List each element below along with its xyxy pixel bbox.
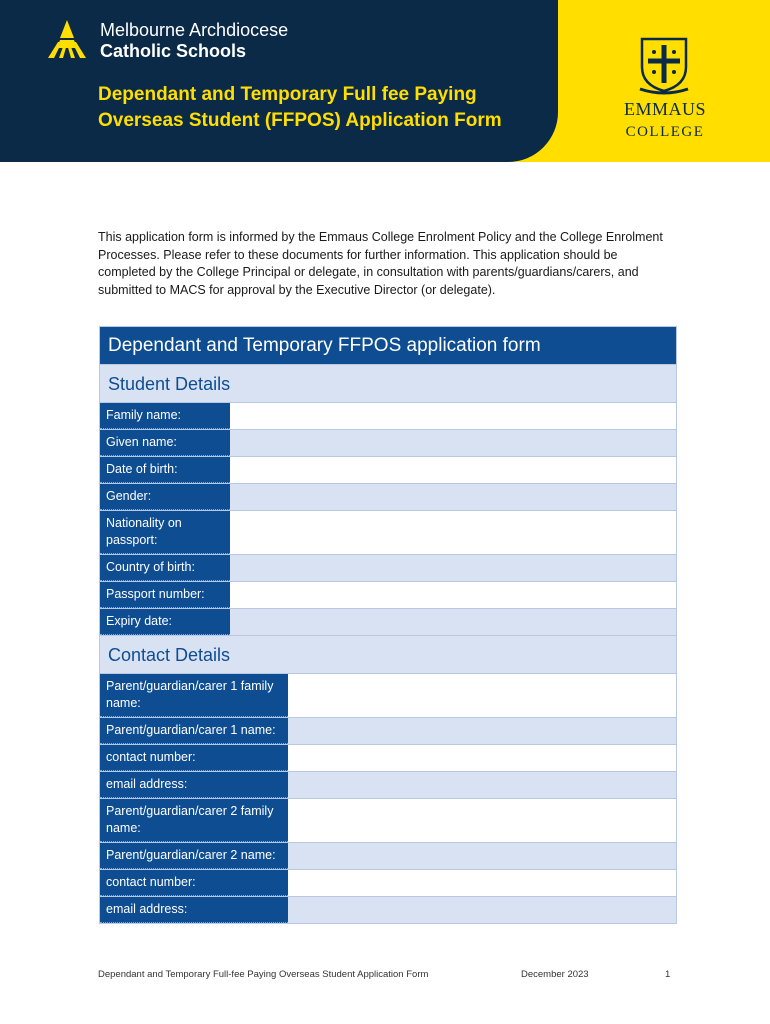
- field-label-expiry-date: Expiry date:: [100, 609, 230, 635]
- form-row: [100, 717, 676, 744]
- field-label-parent2-email: email address:: [100, 897, 288, 923]
- nationality-field[interactable]: [230, 511, 676, 554]
- parent1-name-field[interactable]: [288, 718, 676, 744]
- form-row: [100, 842, 676, 869]
- field-label-gender: Gender:: [100, 484, 230, 510]
- form-row: [100, 456, 676, 483]
- field-label-country-of-birth: Country of birth:: [100, 555, 230, 581]
- parent2-email-field[interactable]: [288, 897, 676, 923]
- parent1-contact-number-field[interactable]: [288, 745, 676, 771]
- college-name-line1: EMMAUS: [623, 99, 706, 119]
- header-navy-panel: [0, 0, 558, 162]
- date-of-birth-field[interactable]: [230, 457, 676, 483]
- college-name: [620, 98, 710, 144]
- form-row: [100, 581, 676, 608]
- macs-logo-icon: [44, 18, 90, 60]
- document-title-line2: Overseas Student (FFPOS) Application Form: [98, 110, 502, 131]
- field-label-passport-number: Passport number:: [100, 582, 230, 608]
- form-row: [100, 402, 676, 429]
- form-row: [100, 869, 676, 896]
- given-name-field[interactable]: [230, 430, 676, 456]
- family-name-field[interactable]: [230, 403, 676, 429]
- org-name-line1: Melbourne Archdiocese: [100, 20, 289, 40]
- org-name-line2: Catholic Schools: [100, 41, 247, 61]
- form-row: [100, 771, 676, 798]
- form-row: [100, 510, 676, 554]
- gender-field[interactable]: [230, 484, 676, 510]
- form-row: [100, 608, 676, 635]
- contact-details-fields: [100, 673, 676, 923]
- form-row: [100, 429, 676, 456]
- form-row: [100, 896, 676, 923]
- expiry-date-field[interactable]: [230, 609, 676, 635]
- field-label-parent1-name: Parent/guardian/carer 1 name:: [100, 718, 288, 744]
- student-details-heading: Student Details: [100, 364, 676, 402]
- field-label-given-name: Given name:: [100, 430, 230, 456]
- field-label-parent1-contact-number: contact number:: [100, 745, 288, 771]
- form-row: [100, 483, 676, 510]
- document-title: [98, 82, 502, 134]
- parent2-name-field[interactable]: [288, 843, 676, 869]
- contact-details-heading: Contact Details: [100, 635, 676, 673]
- footer-date: December 2023: [521, 969, 589, 980]
- document-title-line1: Dependant and Temporary Full fee Paying: [98, 84, 477, 105]
- page-header: [0, 0, 770, 162]
- parent2-family-name-field[interactable]: [288, 799, 676, 842]
- organization-name: [100, 20, 288, 62]
- field-label-date-of-birth: Date of birth:: [100, 457, 230, 483]
- application-form: [99, 326, 677, 924]
- field-label-parent2-name: Parent/guardian/carer 2 name:: [100, 843, 288, 869]
- student-details-fields: [100, 402, 676, 635]
- field-label-nationality: Nationality on passport:: [100, 511, 230, 554]
- footer-document-title: Dependant and Temporary Full-fee Paying Overseas Student Application Form: [98, 969, 429, 980]
- page-number: 1: [665, 969, 671, 980]
- field-label-family-name: Family name:: [100, 403, 230, 429]
- form-row: [100, 744, 676, 771]
- form-row: [100, 554, 676, 581]
- passport-number-field[interactable]: [230, 582, 676, 608]
- college-name-line2: COLLEGE: [625, 124, 705, 140]
- field-label-parent1-family-name: Parent/guardian/carer 1 family name:: [100, 674, 288, 717]
- form-row: [100, 673, 676, 717]
- intro-paragraph: This application form is informed by the Emmaus College Enrolment Policy and the College Enrolment Processes. Please refer to these documents for further information. This application should be completed by the College Principal or delegate, in consultation with parents/guardians/carers, and submitted to MACS for approval by the Executive Director (or delegate).: [98, 230, 663, 297]
- field-label-parent2-family-name: Parent/guardian/carer 2 family name:: [100, 799, 288, 842]
- parent1-family-name-field[interactable]: [288, 674, 676, 717]
- country-of-birth-field[interactable]: [230, 555, 676, 581]
- parent1-email-field[interactable]: [288, 772, 676, 798]
- parent2-contact-number-field[interactable]: [288, 870, 676, 896]
- field-label-parent2-contact-number: contact number:: [100, 870, 288, 896]
- form-row: [100, 798, 676, 842]
- field-label-parent1-email: email address:: [100, 772, 288, 798]
- form-title: Dependant and Temporary FFPOS application form: [100, 327, 676, 364]
- college-crest-icon: [632, 33, 696, 97]
